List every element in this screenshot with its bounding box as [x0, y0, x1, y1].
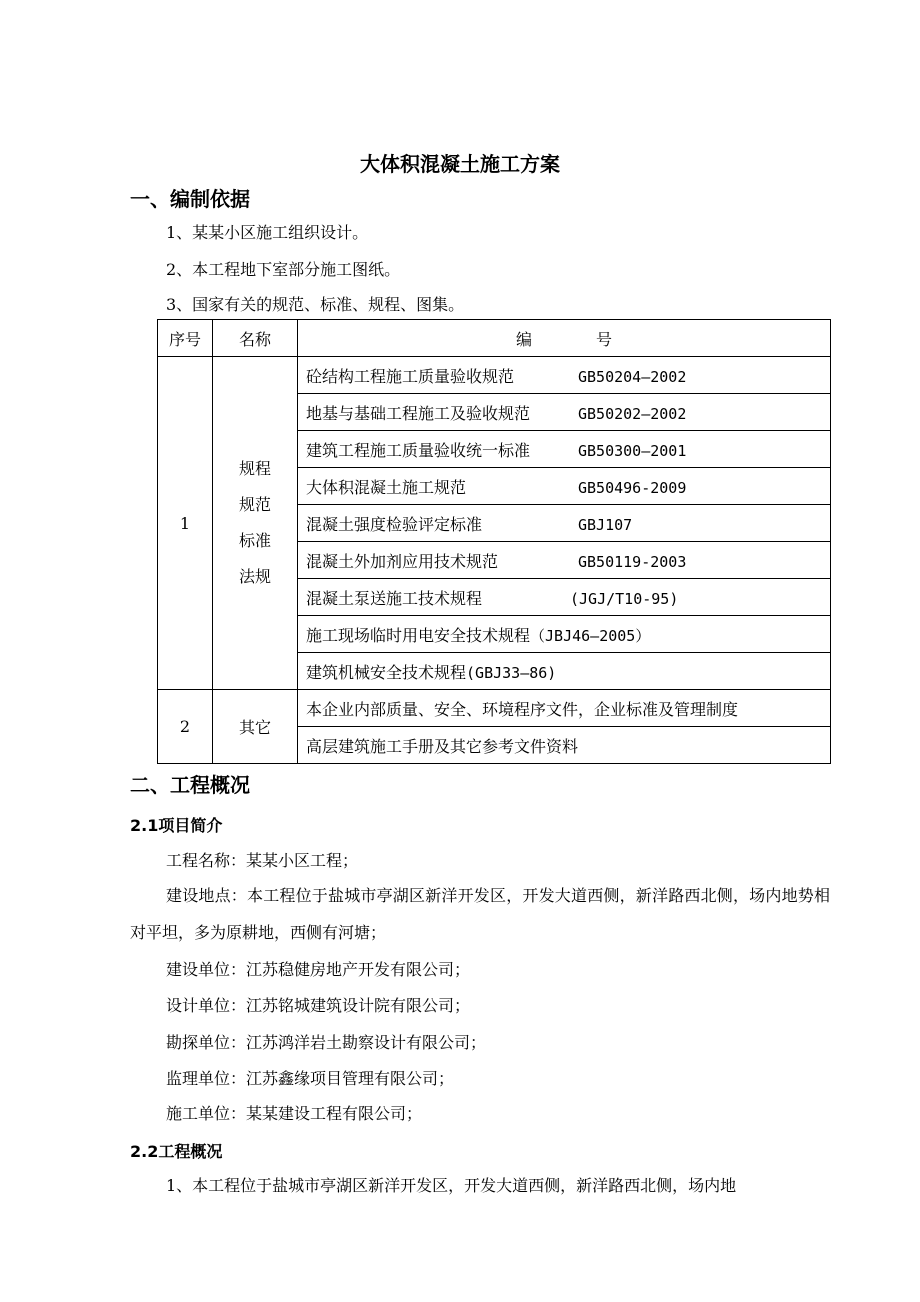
standards-table — [157, 319, 831, 764]
header-name: 名称 — [213, 320, 298, 357]
standard-code: GBJ107 — [578, 515, 633, 534]
group2-category: 其它 — [213, 690, 298, 764]
standard-cell — [298, 394, 831, 431]
standard-name: 建筑机械安全技术规程 — [306, 662, 467, 682]
standard-name: 砼结构工程施工质量验收规范 — [306, 366, 515, 386]
category-line: 规程 — [238, 459, 271, 478]
standard-cell — [298, 357, 831, 394]
standard-cell: 高层建筑施工手册及其它参考文件资料 — [298, 727, 831, 764]
basis-item-1: 1、某某小区施工组织设计。 — [166, 223, 369, 242]
section-heading-basis: 一、编制依据 — [130, 187, 250, 211]
survey-unit: 勘探单位：江苏鸿洋岩土勘察设计有限公司； — [166, 1033, 487, 1052]
standard-cell — [298, 616, 831, 653]
standard-name: 施工现场临时用电安全技术规程 — [306, 625, 531, 645]
category-line: 法规 — [238, 567, 271, 586]
group2-number: 2 — [158, 690, 213, 764]
overview-paragraph-1: 1、本工程位于盐城市亭湖区新洋开发区，开发大道西侧，新洋路西北侧，场内地 — [166, 1176, 737, 1195]
document-title: 大体积混凝土施工方案 — [360, 152, 560, 176]
standard-code: GB50496-2009 — [578, 478, 687, 497]
standard-cell — [298, 653, 831, 690]
table-row — [158, 357, 831, 394]
subsection-heading-intro: 2.1项目简介 — [130, 816, 223, 835]
standard-name: 地基与基础工程施工及验收规范 — [306, 403, 531, 423]
standard-code: GB50119-2003 — [578, 552, 687, 571]
standard-name: 混凝土泵送施工技术规程 — [306, 588, 483, 608]
basis-item-3: 3、国家有关的规范、标准、规程、图集。 — [166, 295, 465, 314]
standard-cell — [298, 542, 831, 579]
standard-name: 建筑工程施工质量验收统一标准 — [306, 440, 531, 460]
table-header-row — [158, 320, 831, 357]
category-line: 标准 — [238, 531, 271, 550]
subsection-heading-overview: 2.2工程概况 — [130, 1142, 223, 1161]
project-location: 建设地点：本工程位于盐城市亭湖区新洋开发区，开发大道西侧，新洋路西北侧，场内地势相对平坦，多为原耕地，西侧有河塘； — [130, 886, 830, 942]
standard-name: 混凝土外加剂应用技术规范 — [306, 551, 499, 571]
standard-code: （JBJ46—2005） — [530, 626, 651, 645]
standard-cell — [298, 468, 831, 505]
standard-name: 混凝土强度检验评定标准 — [306, 514, 483, 534]
standard-cell: 本企业内部质量、安全、环境程序文件，企业标准及管理制度 — [298, 690, 831, 727]
header-code: 编 号 — [298, 320, 831, 357]
header-no: 序号 — [158, 320, 213, 357]
group1-number: 1 — [158, 357, 213, 690]
developer-unit: 建设单位：江苏稳健房地产开发有限公司； — [166, 960, 471, 979]
table-row — [158, 690, 831, 727]
standard-cell — [298, 579, 831, 616]
standard-code: GB50202—2002 — [578, 404, 687, 423]
basis-item-2: 2、本工程地下室部分施工图纸。 — [166, 260, 401, 279]
design-unit: 设计单位：江苏铭城建筑设计院有限公司； — [166, 996, 471, 1015]
group1-category — [213, 357, 298, 690]
section-heading-overview: 二、工程概况 — [130, 773, 250, 797]
standard-code: GB50300—2001 — [578, 441, 687, 460]
standard-cell — [298, 505, 831, 542]
construction-unit: 施工单位：某某建设工程有限公司； — [166, 1104, 423, 1123]
supervision-unit: 监理单位：江苏鑫缘项目管理有限公司； — [166, 1069, 455, 1088]
project-name: 工程名称：某某小区工程； — [166, 851, 359, 870]
standard-name: 大体积混凝土施工规范 — [306, 477, 467, 497]
standard-code: (JGJ/T10-95) — [570, 589, 679, 608]
standard-code: (GBJ33—86) — [466, 663, 557, 682]
standard-cell — [298, 431, 831, 468]
standard-code: GB50204—2002 — [578, 367, 687, 386]
category-line: 规范 — [238, 495, 271, 514]
